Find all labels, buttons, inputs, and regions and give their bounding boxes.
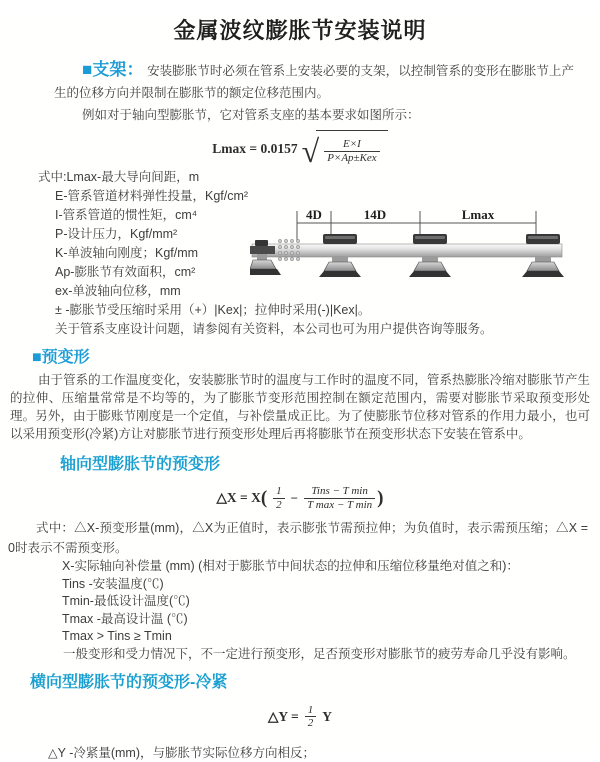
formula-dy-rhs: Y [322,708,332,724]
support-intro-paragraph [54,59,574,104]
formula-lmax-fraction [324,138,380,164]
formula-lmax-denominator: P×Ap±Kex [324,151,380,165]
lateral-section-heading: 横向型膨胀节的预变形-冷紧 [30,673,228,691]
axial-explanation-paragraph: 式中：△X-预变形量(mm)，△X为正值时，表示膨张节需预拉伸；为负值时，表示需预压缩；△X = 0时表示不需预变形。 [8,521,588,555]
support-example-paragraph: 例如对于轴向型膨胀节，它对管系支座的基本要求如图所示： [82,108,420,122]
open-paren: ( [260,487,268,509]
close-paren: ) [377,487,384,509]
axial-section-heading: 轴向型膨胀节的预变形 [60,456,221,473]
formula-dx-fraction-temp [304,485,375,511]
document-page [0,14,600,760]
fraction-denominator: 2 [305,716,317,730]
dim-label-4d: 4D [306,207,322,222]
formula-delta-y [0,702,600,732]
support-section-heading: ■支架： [82,60,144,79]
dim-label-14d: 14D [363,207,387,222]
definition-line: I-管系管道的惯性矩，cm⁴ [55,208,198,222]
formula-delta-x [0,482,600,514]
fraction-numerator: 1 [276,485,282,498]
definition-line: Tins -安装温度(℃) [62,576,164,591]
definition-line: Tmax > Tins ≥ Tmin [62,629,172,644]
formula-lmax-lhs: Lmax = 0.0157 [212,141,298,157]
radical-sign [302,130,388,169]
definition-line: P-设计压力，Kgf/mm² [55,227,178,241]
predeform-section-heading: ■预变形 [32,349,90,366]
definition-line: 式中:Lmax-最大导向间距，m [38,170,200,184]
fraction-numerator: Tins − T min [311,485,368,498]
pipe-support-diagram-svg [250,207,595,307]
formula-lmax [0,130,600,169]
definition-line: 关于管系支座设计问题，请参阅有关资料，本公司也可为用户提供咨询等服务。 [55,322,493,336]
lateral-definition-line: △Y -冷紧量(mm)，与膨胀节实际位移方向相反； [48,745,316,760]
support-intro-text: 安装膨胀节时必须在管系上安装必要的支架，以控制管系的变形在膨胀节上产生的位移方向并限制在膨胀节的额定位移范围内。 [54,64,574,100]
formula-dx-lhs: △X = X [216,490,261,505]
formula-lmax-numerator: E×I [343,138,361,151]
pipe-support-diagram [250,207,595,307]
axial-definitions-list [62,558,600,646]
definition-line: E-管系管道材料弹性投量，Kgf/cm² [55,189,249,203]
definition-line: ± -膨胀节受压缩时采用（+）|Kex|；拉伸时采用(-)|Kex|。 [55,303,371,317]
definition-line: Tmax -最高设计温 (℃) [62,611,188,626]
fraction-denominator: 2 [273,498,285,512]
definition-line: X-实际轴向补偿量 (mm) (相对于膨胀节中间状态的拉伸和压缩位移量绝对值之和)： [62,559,519,573]
page-title: 金属波纹膨胀节安装说明 [173,18,427,43]
formula-dx-fraction-half [273,485,285,511]
dim-label-lmax: Lmax [461,207,495,222]
fraction-numerator: 1 [307,703,314,716]
formula-dy-lhs: △Y = [268,708,299,724]
definition-line: Tmin-最低设计温度(℃) [62,594,190,609]
radical-glyph: √ [301,132,320,169]
axial-note: 一般变形和受力情况下，不一定进行预变形，足否预变形对膨胀节的疲劳寿命几乎没有影响。 [63,646,576,661]
formula-dy-fraction [305,704,317,730]
definition-line: ex-单波轴向位移，mm [55,284,181,298]
fraction-denominator: T max − T min [304,498,375,512]
predeform-paragraph: 由于管系的工作温度变化，安装膨胀节时的温度与工作时的温度不同，管系热膨胀冷缩对膨胀节产生的拉伸、压缩量常常是不均等的，为了膨胀节变形范围控制在额定范围内，需要对膨胀节采取预变形处理。另外，由于膨账节刚度是一个定值，与补偿量成正比。为了使膨胀节位移对管系的作用力最小，也可以采用预变形(冷紧)方让对膨胀节进行预变形处理后再将膨胀节在预变形状态下安装在管系中。 [10,373,590,441]
definition-line: K-单波轴向刚度；Kgf/mm [55,246,199,260]
definition-line: Ap-膨胀节有效面积，cm² [55,265,196,279]
minus-operator: − [290,490,299,506]
